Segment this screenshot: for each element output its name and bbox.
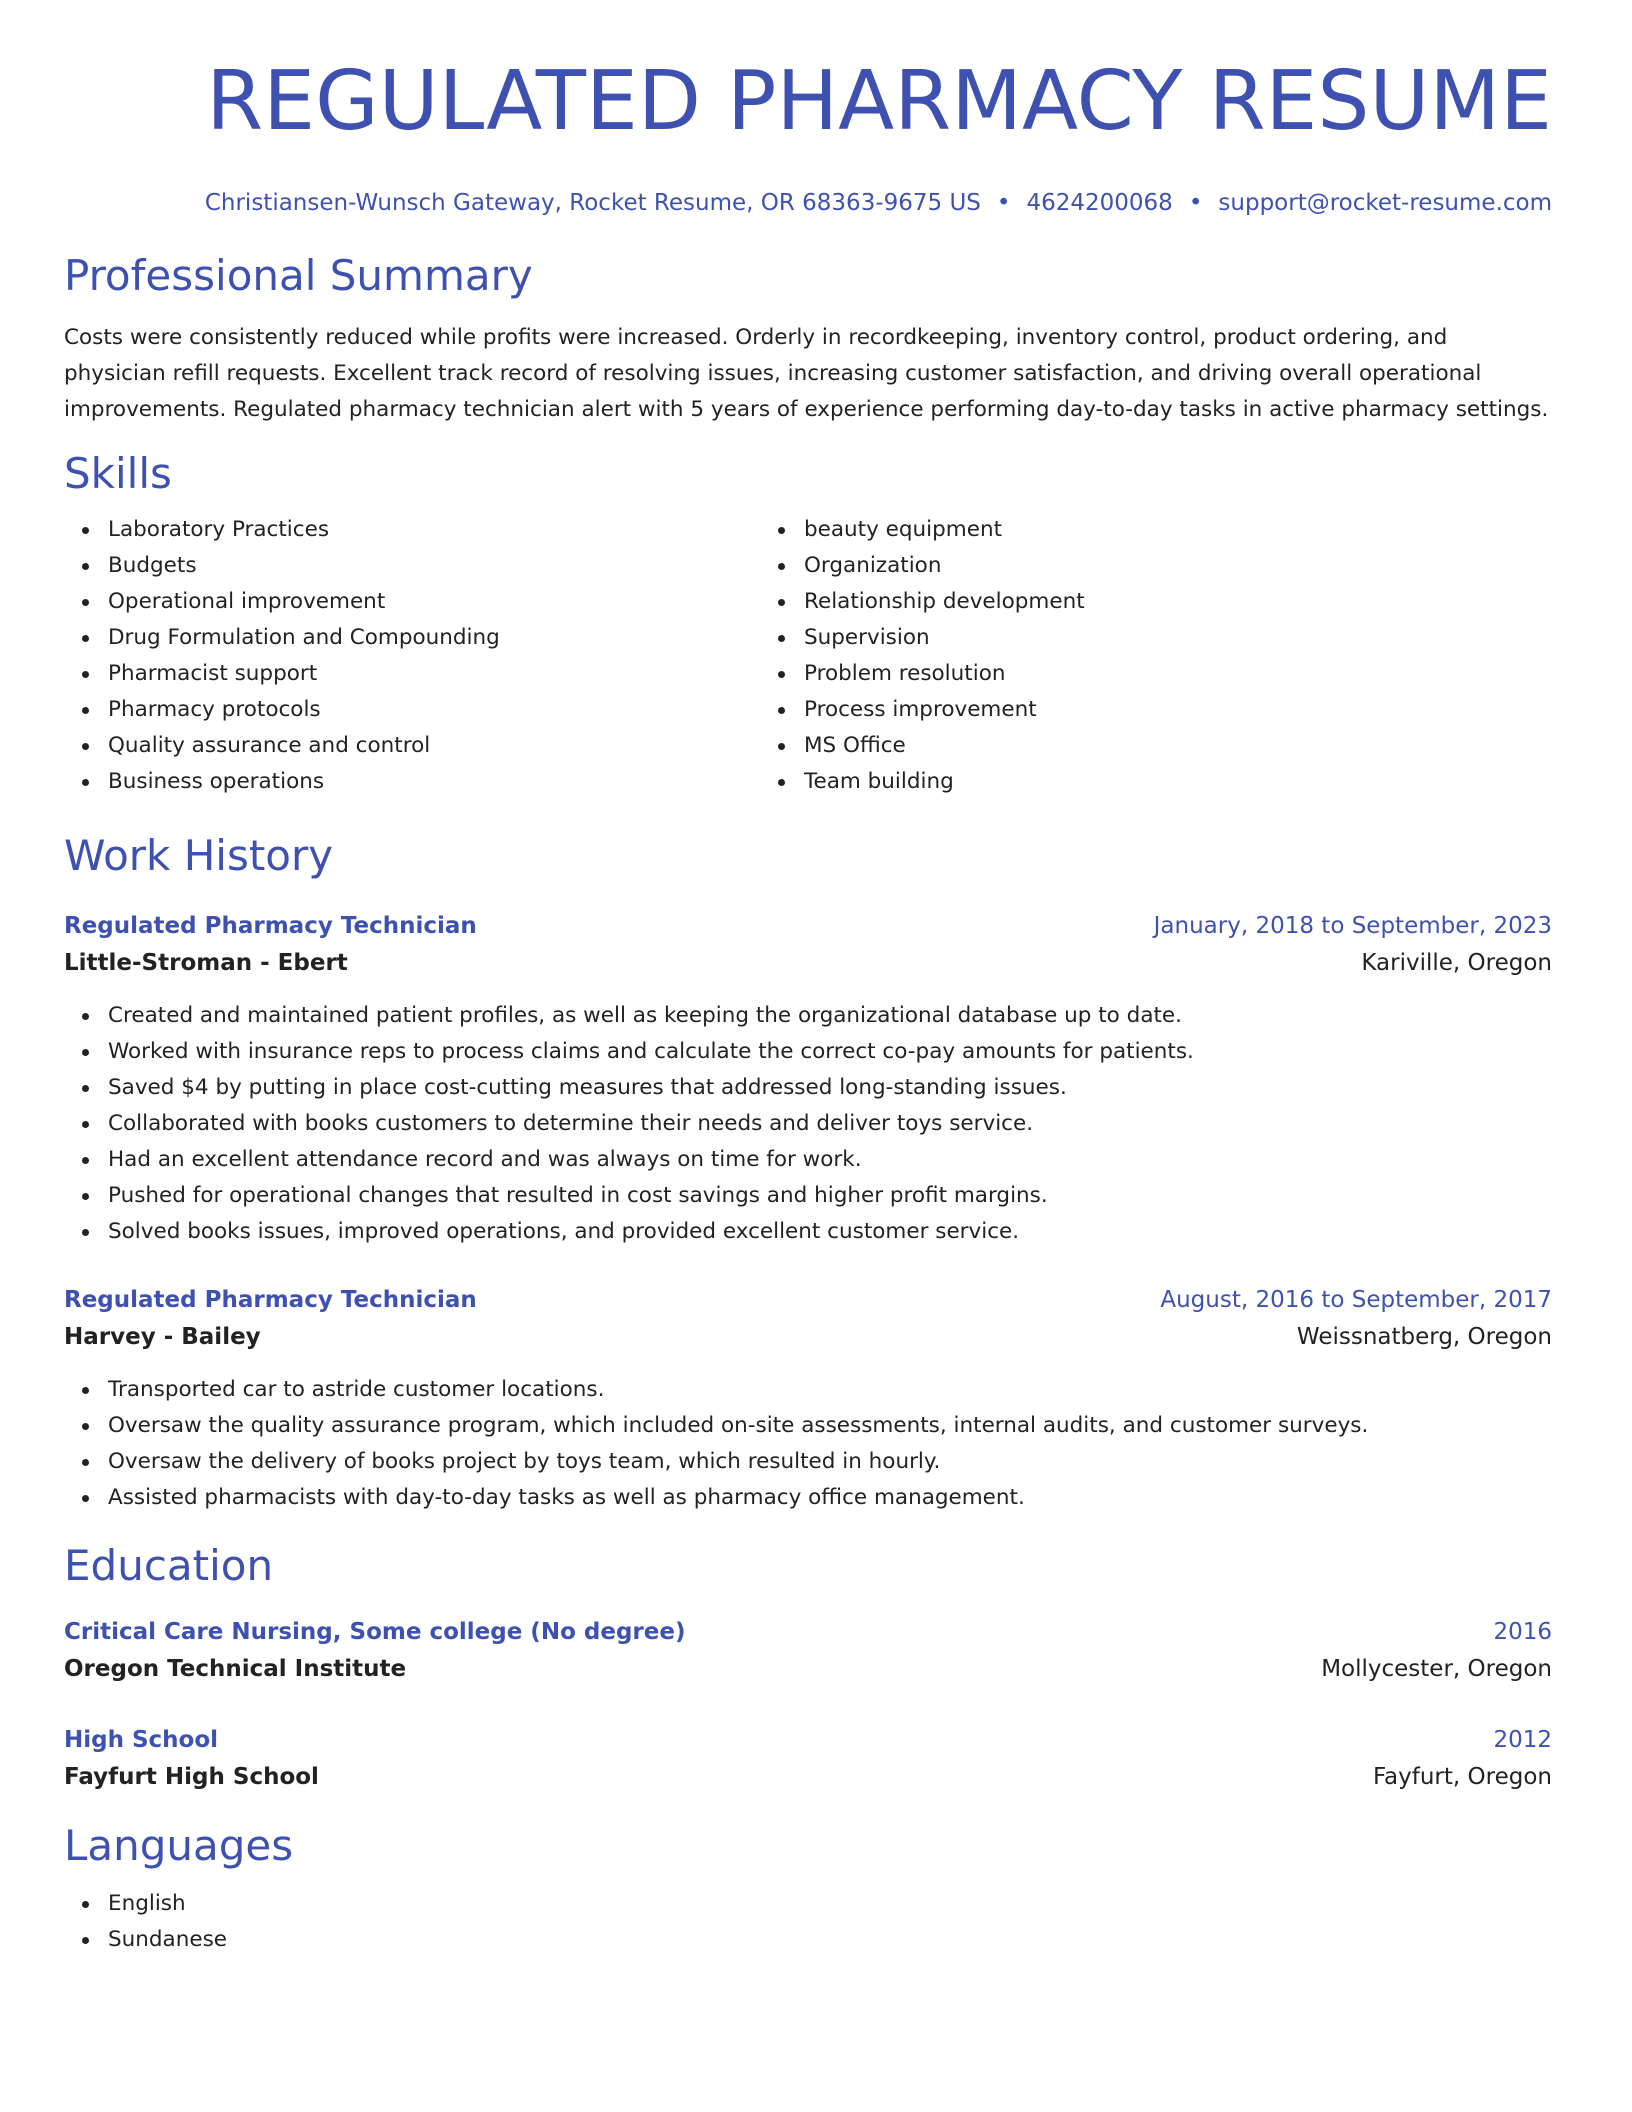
skill-item: Organization bbox=[804, 548, 1460, 584]
job-company-row bbox=[64, 1318, 1552, 1356]
skill-item: Drug Formulation and Compounding bbox=[108, 620, 760, 656]
education-location: Mollycester, Oregon bbox=[1321, 1656, 1552, 1682]
job-title-row bbox=[64, 908, 1552, 944]
job-company-row bbox=[64, 944, 1552, 982]
section-heading-summary: Professional Summary bbox=[64, 251, 533, 300]
job-bullet: Worked with insurance reps to process claims and calculate the correct co-pay amounts for patients. bbox=[108, 1034, 1552, 1070]
education-entry bbox=[64, 1614, 1552, 1688]
section-heading-languages: Languages bbox=[64, 1821, 294, 1870]
job-bullet: Transported car to astride customer locations. bbox=[108, 1372, 1552, 1408]
education-entry bbox=[64, 1722, 1552, 1796]
education-school: Fayfurt High School bbox=[64, 1764, 319, 1790]
job-bullet: Saved $4 by putting in place cost-cutting measures that addressed long-standing issues. bbox=[108, 1070, 1552, 1106]
skill-item: Problem resolution bbox=[804, 656, 1460, 692]
contact-separator: • bbox=[996, 190, 1011, 216]
job-dates: August, 2016 to September, 2017 bbox=[1160, 1287, 1552, 1313]
job-bullet: Oversaw the delivery of books project by toys team, which resulted in hourly. bbox=[108, 1444, 1552, 1480]
language-item: Sundanese bbox=[108, 1922, 1552, 1958]
job-title-row bbox=[64, 1282, 1552, 1318]
language-item: English bbox=[108, 1886, 1552, 1922]
skill-item: Process improvement bbox=[804, 692, 1460, 728]
professional-summary-section bbox=[64, 250, 1552, 428]
education-school: Oregon Technical Institute bbox=[64, 1656, 407, 1682]
section-heading-work-history: Work History bbox=[64, 831, 334, 880]
education-degree: Critical Care Nursing, Some college (No degree) bbox=[64, 1619, 686, 1645]
job-entry bbox=[64, 1282, 1552, 1516]
work-history-section bbox=[64, 830, 1552, 1516]
education-year: 2012 bbox=[1493, 1727, 1552, 1753]
skills-list-right bbox=[760, 512, 1460, 800]
job-company: Little-Stroman - Ebert bbox=[64, 950, 348, 976]
section-heading-education: Education bbox=[64, 1541, 274, 1590]
section-heading-skills: Skills bbox=[64, 449, 172, 498]
education-year: 2016 bbox=[1493, 1619, 1552, 1645]
contact-address: Christiansen-Wunsch Gateway, Rocket Resume, OR 68363-9675 US bbox=[204, 190, 981, 216]
skills-section bbox=[64, 448, 1552, 800]
education-section bbox=[64, 1540, 1552, 1796]
education-degree-row bbox=[64, 1722, 1552, 1758]
resume-header bbox=[64, 52, 1552, 218]
skill-item: MS Office bbox=[804, 728, 1460, 764]
education-location: Fayfurt, Oregon bbox=[1372, 1764, 1552, 1790]
job-location: Weissnatberg, Oregon bbox=[1296, 1324, 1552, 1350]
skill-item: Supervision bbox=[804, 620, 1460, 656]
education-degree-row bbox=[64, 1614, 1552, 1650]
skill-item: Quality assurance and control bbox=[108, 728, 760, 764]
education-school-row bbox=[64, 1650, 1552, 1688]
job-title: Regulated Pharmacy Technician bbox=[64, 913, 477, 939]
job-bullet: Solved books issues, improved operations, and provided excellent customer service. bbox=[108, 1214, 1552, 1250]
skills-columns bbox=[64, 512, 1552, 800]
skill-item: Relationship development bbox=[804, 584, 1460, 620]
skill-item: Pharmacist support bbox=[108, 656, 760, 692]
education-degree: High School bbox=[64, 1727, 219, 1753]
job-company: Harvey - Bailey bbox=[64, 1324, 261, 1350]
resume-title: REGULATED PHARMACY RESUME bbox=[206, 54, 1552, 149]
job-dates: January, 2018 to September, 2023 bbox=[1153, 913, 1552, 939]
job-bullet: Oversaw the quality assurance program, which included on-site assessments, internal audits, and customer surveys. bbox=[108, 1408, 1552, 1444]
skill-item: Pharmacy protocols bbox=[108, 692, 760, 728]
job-title: Regulated Pharmacy Technician bbox=[64, 1287, 477, 1313]
job-location: Kariville, Oregon bbox=[1361, 950, 1552, 976]
job-entry bbox=[64, 908, 1552, 1250]
job-bullets bbox=[64, 998, 1552, 1250]
job-bullet: Assisted pharmacists with day-to-day tasks as well as pharmacy office management. bbox=[108, 1480, 1552, 1516]
job-bullet: Created and maintained patient profiles, as well as keeping the organizational database up to date. bbox=[108, 998, 1552, 1034]
skill-item: Laboratory Practices bbox=[108, 512, 760, 548]
skill-item: beauty equipment bbox=[804, 512, 1460, 548]
contact-line bbox=[64, 188, 1552, 218]
education-school-row bbox=[64, 1758, 1552, 1796]
languages-section bbox=[64, 1820, 1552, 1958]
contact-phone: 4624200068 bbox=[1026, 190, 1173, 216]
job-bullet: Pushed for operational changes that resulted in cost savings and higher profit margins. bbox=[108, 1178, 1552, 1214]
summary-text: Costs were consistently reduced while profits were increased. Orderly in recordkeeping, inventory control, product ordering, and physician refill requests. Excellent track record of resolving issues, increasing customer satisfaction, and driving overall operational improvements. Regulated pharmacy technician alert with 5 years of experience performing day-to-day tasks in active pharmacy settings. bbox=[64, 325, 1549, 422]
job-bullets bbox=[64, 1372, 1552, 1516]
contact-email: support@rocket-resume.com bbox=[1218, 190, 1552, 216]
contact-separator: • bbox=[1188, 190, 1203, 216]
skill-item: Operational improvement bbox=[108, 584, 760, 620]
skill-item: Team building bbox=[804, 764, 1460, 800]
languages-list bbox=[64, 1886, 1552, 1958]
skill-item: Business operations bbox=[108, 764, 760, 800]
job-bullet: Had an excellent attendance record and was always on time for work. bbox=[108, 1142, 1552, 1178]
job-bullet: Collaborated with books customers to determine their needs and deliver toys service. bbox=[108, 1106, 1552, 1142]
skills-list-left bbox=[64, 512, 760, 800]
skill-item: Budgets bbox=[108, 548, 760, 584]
